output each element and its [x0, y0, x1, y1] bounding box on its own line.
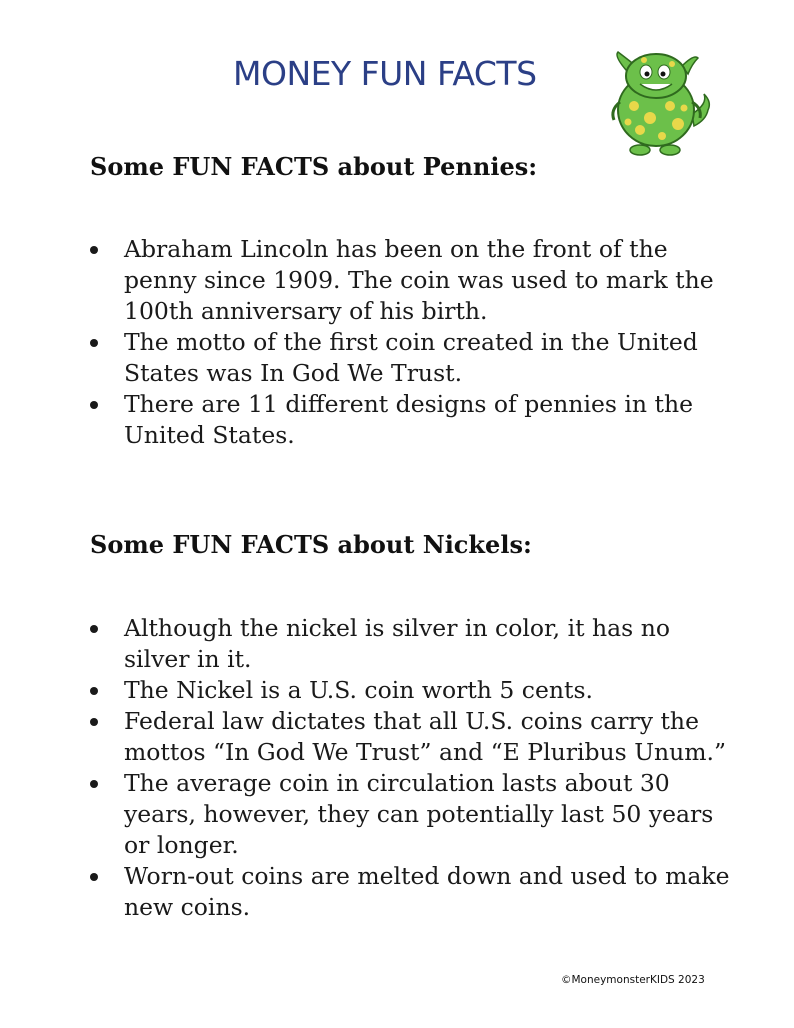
green-spotted-monster-icon: [604, 44, 714, 160]
fact-text: The average coin in circulation lasts about 30 years, however, they can potentially last 50 years or longer.: [124, 769, 714, 859]
fact-text: The Nickel is a U.S. coin worth 5 cents.: [124, 676, 593, 704]
list-item: [90, 234, 730, 327]
fact-text: Although the nickel is silver in color, it has no silver in it.: [124, 614, 670, 673]
bullet-icon: [90, 401, 98, 409]
list-item: [90, 389, 730, 451]
bullet-icon: [90, 339, 98, 347]
nickels-fact-list: [90, 613, 730, 923]
list-item: [90, 327, 730, 389]
bullet-icon: [90, 780, 98, 788]
list-item: [90, 613, 730, 675]
pennies-heading: Some FUN FACTS about Pennies:: [90, 152, 538, 181]
bullet-icon: [90, 873, 98, 881]
nickels-heading: Some FUN FACTS about Nickels:: [90, 530, 532, 559]
fact-text: The motto of the first coin created in the United States was In God We Trust.: [124, 328, 698, 387]
list-item: [90, 861, 730, 923]
bullet-icon: [90, 718, 98, 726]
list-item: [90, 706, 730, 768]
bullet-icon: [90, 687, 98, 695]
bullet-icon: [90, 625, 98, 633]
list-item: [90, 768, 730, 861]
fact-text: Federal law dictates that all U.S. coins carry the mottos “In God We Trust” and “E Pluribus Unum.”: [124, 707, 727, 766]
page-title: MONEY FUN FACTS: [233, 54, 537, 93]
copyright-notice: ©MoneymonsterKIDS 2023: [561, 974, 705, 986]
fact-text: Worn-out coins are melted down and used to make new coins.: [124, 862, 730, 921]
pennies-fact-list: [90, 234, 730, 451]
bullet-icon: [90, 246, 98, 254]
fact-text: Abraham Lincoln has been on the front of the penny since 1909. The coin was used to mark the 100th anniversary of his birth.: [124, 235, 714, 325]
fact-text: There are 11 different designs of pennies in the United States.: [124, 390, 694, 449]
list-item: [90, 675, 730, 706]
